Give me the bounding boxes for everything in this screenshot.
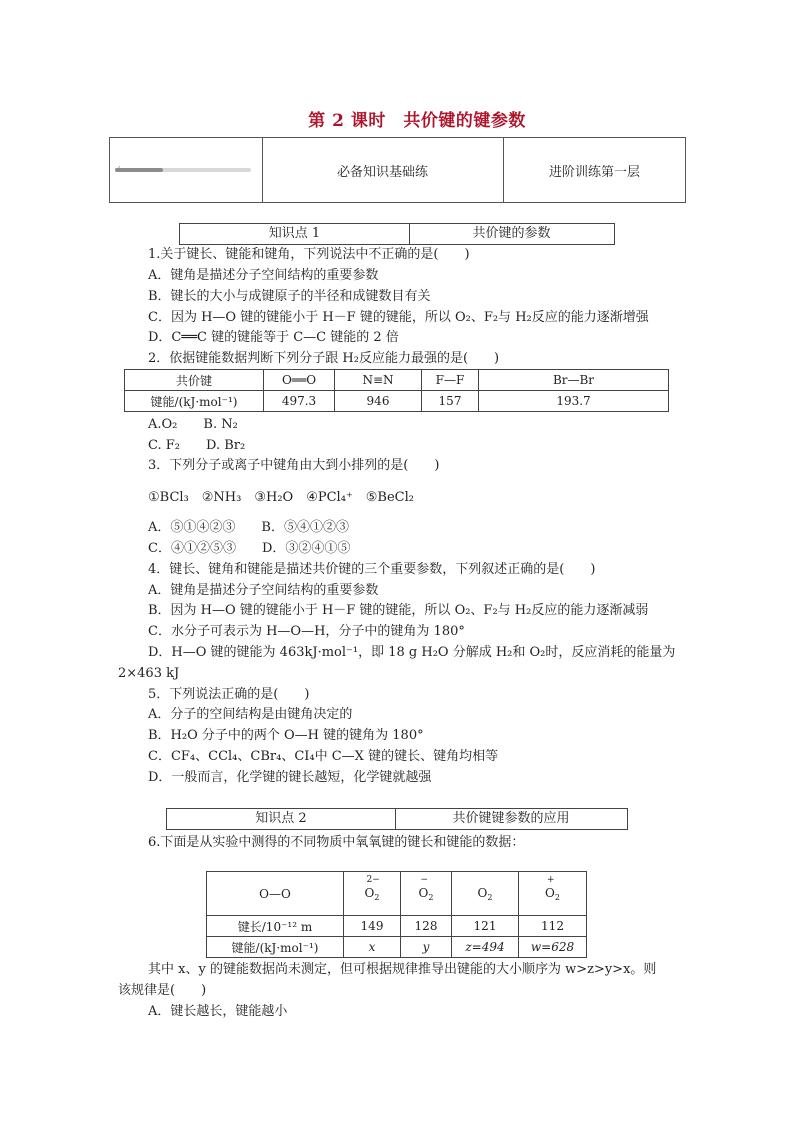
header-advanced-practice: 进阶训练第一层 [548, 164, 640, 180]
q6-stem: 6.下面是从实验中测得的不同物质中氧氧键的键长和键能的数据： [148, 835, 525, 850]
q5-option-d: D．一般而言，化学键的键长越短，化学键就越强 [148, 770, 432, 785]
q4-option-b: B．因为 H—O 键的键能小于 H－F 键的键能，所以 O₂、F₂与 H₂反应的能力逐渐减弱 [148, 603, 649, 618]
table-cell: 497.3 [264, 391, 335, 412]
ion-label: + $O_2$ [545, 874, 560, 902]
knowledge-point-1-topic: 共价键的参数 [472, 226, 551, 241]
table-cell: w=628 [519, 937, 587, 958]
species-cell [344, 872, 401, 916]
table-row-label: 键长/10⁻¹² m [207, 916, 344, 937]
table-cell: x [344, 937, 401, 958]
knowledge-point-1-label: 知识点 1 [180, 224, 410, 244]
table-row-label: 键能/(kJ·mol⁻¹) [207, 937, 344, 958]
knowledge-point-2-box [166, 808, 628, 830]
species-cell [401, 872, 452, 916]
table-cell: 112 [519, 916, 587, 937]
q5-option-c: C．CF₄、CCl₄、CBr₄、CI₄中 C—X 键的键长、键角均相等 [148, 749, 499, 764]
q5-option-a: A．分子的空间结构是由键角决定的 [148, 707, 353, 722]
table-row-label: 键能/(kJ·mol⁻¹) [125, 391, 264, 412]
q2-options-cd: C. F₂ D. Br₂ [148, 438, 246, 453]
q4-option-c: C．水分子可表示为 H—O—H，分子中的键角为 180° [148, 624, 465, 639]
q6-oxygen-bond-table [206, 871, 587, 958]
q6-note-line1: 其中 x、y 的键能数据尚未测定，但可根据规律推导出键能的大小顺序为 w>z>y>x。则 [148, 962, 657, 977]
knowledge-point-2-topic: 共价键键参数的应用 [452, 811, 570, 826]
page-title: 第 2 课时 共价键的键参数 [308, 111, 526, 131]
q1-stem: 1.关于键长、键能和键角，下列说法中不正确的是( ) [148, 247, 470, 262]
progress-fill [115, 168, 163, 172]
progress-bar [115, 168, 251, 172]
q3-options-cd: C．④①②⑤③ D．③②④①⑤ [148, 541, 351, 556]
q4-option-d: D．H—O 键的键能为 463kJ·mol⁻¹，即 18 g H₂O 分解成 H₂和 O₂时，反应消耗的能量为 [148, 645, 676, 660]
table-cell: 149 [344, 916, 401, 937]
q3-species: ①BCl₃ ②NH₃ ③H₂O ④PCl₄⁺ ⑤BeCl₂ [148, 490, 414, 505]
q4-option-a: A．键角是描述分子空间结构的重要参数 [148, 583, 379, 598]
q1-option-c: C．因为 H—O 键的键能小于 H－F 键的键能，所以 O₂、F₂与 H₂反应的能力逐渐增强 [148, 310, 649, 325]
table-row [207, 937, 587, 958]
table-cell: 946 [335, 391, 422, 412]
q4-option-d-continued: 2×463 kJ [118, 666, 180, 681]
table-header-cell: O══O [264, 370, 335, 391]
knowledge-point-2-label: 知识点 2 [167, 809, 396, 829]
species-cell [452, 872, 519, 916]
table-header-cell: O—O [207, 872, 344, 916]
q5-option-b: B．H₂O 分子中的两个 O—H 键的键角为 180° [148, 728, 424, 743]
q1-option-b: B．键长的大小与成键原子的半径和成键数目有关 [148, 289, 431, 304]
table-header-cell: Br—Br [479, 370, 669, 391]
table-row [125, 370, 669, 391]
q6-note-line2: 该规律是( ) [118, 983, 207, 998]
table-cell: z=494 [452, 937, 519, 958]
table-cell: 157 [422, 391, 479, 412]
table-cell: 128 [401, 916, 452, 937]
ion-label: − $O_2$ [418, 874, 434, 902]
q3-stem: 3．下列分子或离子中键角由大到小排列的是( ) [148, 458, 440, 473]
q5-stem: 5．下列说法正确的是( ) [148, 687, 310, 702]
knowledge-point-1-box [179, 223, 615, 245]
table-row [125, 391, 669, 412]
table-header-cell: F—F [422, 370, 479, 391]
q3-options-ab: A．⑤①④②③ B．⑤④①②③ [148, 520, 349, 535]
table-cell: 193.7 [479, 391, 669, 412]
table-cell: y [401, 937, 452, 958]
q6-option-a: A．键长越长，键能越小 [148, 1004, 288, 1019]
table-cell: 121 [452, 916, 519, 937]
progress-cell [110, 138, 263, 202]
ion-label: $O_2$ [477, 885, 493, 902]
q2-bond-energy-table [124, 369, 669, 412]
species-cell [519, 872, 587, 916]
q1-option-d: D．C══C 键的键能等于 C—C 键能的 2 倍 [148, 330, 399, 345]
table-row [207, 872, 587, 916]
q1-option-a: A．键角是描述分子空间结构的重要参数 [148, 268, 379, 283]
table-header-cell: 共价键 [125, 370, 264, 391]
section-header-band [109, 137, 686, 203]
q2-stem: 2．依据键能数据判断下列分子跟 H₂反应能力最强的是( ) [148, 351, 500, 366]
ion-label: 2− $O_2$ [364, 874, 380, 902]
q4-stem: 4．键长、键角和键能是描述共价键的三个重要参数，下列叙述正确的是( ) [148, 562, 596, 577]
table-header-cell: N≡N [335, 370, 422, 391]
table-row [207, 916, 587, 937]
header-basic-practice: 必备知识基础练 [262, 138, 504, 202]
q2-options-ab: A.O₂ B. N₂ [148, 417, 238, 432]
